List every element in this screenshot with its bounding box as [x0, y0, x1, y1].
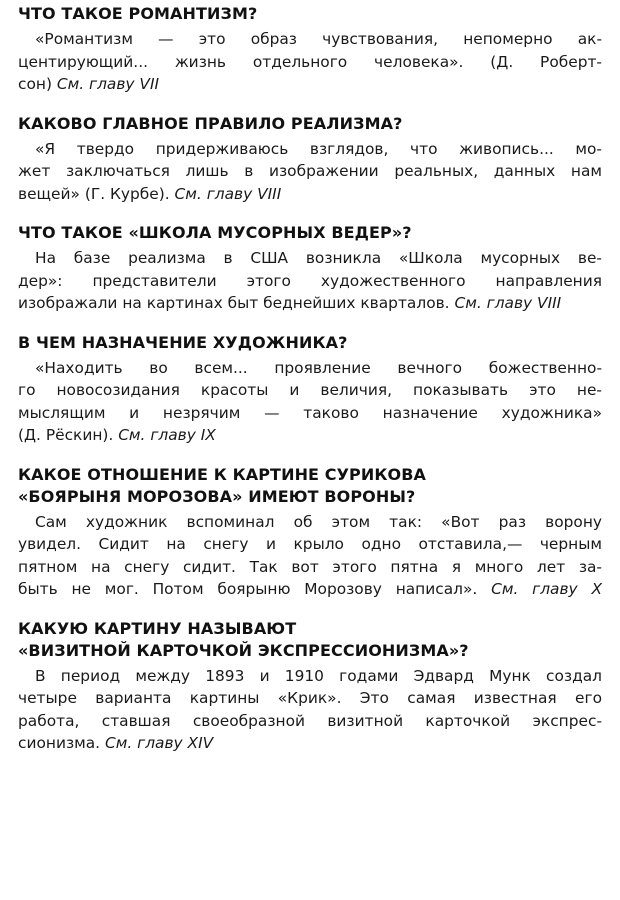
question-heading: [18, 222, 602, 244]
question-line: В ЧЕМ НАЗНАЧЕНИЕ ХУДОЖНИКА?: [18, 332, 348, 352]
question-heading: [18, 332, 602, 354]
answer-line: «Романтизм — это образ чувствования, непомерно ак-: [35, 30, 602, 48]
answer-line: быть не мог. Потом боярыню Морозову написал». См. главу X: [18, 580, 602, 598]
answer-line: жет заключаться лишь в изображении реальных, данных нам: [18, 162, 602, 180]
question-line: «ВИЗИТНОЙ КАРТОЧКОЙ ЭКСПРЕССИОНИЗМА»?: [18, 640, 469, 660]
chapter-reference: См. главу VII: [51, 75, 160, 93]
qa-block: [18, 3, 602, 96]
answer-text: [18, 665, 602, 755]
answer-line: сон) См. главу VII: [18, 75, 160, 93]
qa-block: [18, 332, 602, 447]
question-line: КАКОВО ГЛАВНОЕ ПРАВИЛО РЕАЛИЗМА?: [18, 113, 403, 133]
answer-line: На базе реализма в США возникла «Школа мусорных ве-: [35, 249, 602, 267]
question-line: «БОЯРЫНЯ МОРОЗОВА» ИМЕЮТ ВОРОНЫ?: [18, 486, 416, 506]
question-heading: [18, 3, 602, 25]
qa-block: [18, 618, 602, 755]
answer-text: [18, 511, 602, 601]
chapter-reference: См. главу VIII: [169, 184, 282, 203]
question-heading: [18, 113, 602, 135]
chapter-reference: См. главу XIV: [100, 734, 214, 752]
answer-line: В период между 1893 и 1910 годами Эдвард Мунк создал: [35, 666, 602, 685]
answer-line: сионизма. См. главу XIV: [18, 734, 214, 752]
answer-line: «Я твердо придерживаюсь взглядов, что живопись... мо-: [35, 139, 602, 158]
answer-line: дер»: представители этого художественного направления: [18, 271, 602, 290]
answer-line: пятном на снегу сидит. Так вот этого пятна я много лет за-: [18, 557, 602, 576]
answer-line: вещей» (Г. Курбе). См. главу VIII: [18, 184, 282, 203]
question-line: КАКОЕ ОТНОШЕНИЕ К КАРТИНЕ СУРИКОВА: [18, 464, 427, 484]
answer-line: Сам художник вспоминал об этом так: «Вот раз ворону: [35, 512, 602, 531]
chapter-reference: См. главу IX: [113, 426, 216, 444]
answer-text: [18, 138, 602, 206]
answer-text: [18, 28, 602, 96]
qa-block: [18, 222, 602, 315]
qa-block: [18, 464, 602, 601]
answer-line: увидел. Сидит на снегу и крыло одно отставила,— черным: [18, 535, 602, 553]
question-line: ЧТО ТАКОЕ «ШКОЛА МУСОРНЫХ ВЕДЕР»?: [18, 223, 412, 242]
answer-text: [18, 247, 602, 315]
answer-line: (Д. Рёскин). См. главу IX: [18, 426, 216, 444]
answer-line: центирующий... жизнь отдельного человека». (Д. Роберт-: [18, 52, 602, 71]
chapter-reference: См. главу VIII: [449, 294, 562, 312]
question-line: КАКУЮ КАРТИНУ НАЗЫВАЮТ: [18, 618, 297, 638]
answer-line: четыре варианта картины «Крик». Это самая известная его: [18, 689, 602, 707]
answer-text: [18, 357, 602, 447]
chapter-reference: См. главу X: [477, 580, 602, 598]
question-heading: [18, 618, 602, 662]
answer-line: го новосозидания красоты и величия, показывать это не-: [18, 381, 602, 399]
qa-block: [18, 113, 602, 206]
question-heading: [18, 464, 602, 508]
answer-line: изображали на картинах быт беднейших кварталов. См. главу VIII: [18, 294, 562, 312]
answer-line: мыслящим и незрячим — таково назначение художника»: [18, 403, 602, 422]
answer-line: работа, ставшая своеобразной визитной карточкой экспрес-: [18, 711, 602, 730]
question-line: ЧТО ТАКОЕ РОМАНТИЗМ?: [18, 4, 258, 23]
answer-line: «Находить во всем... проявление вечного божественно-: [35, 358, 602, 377]
